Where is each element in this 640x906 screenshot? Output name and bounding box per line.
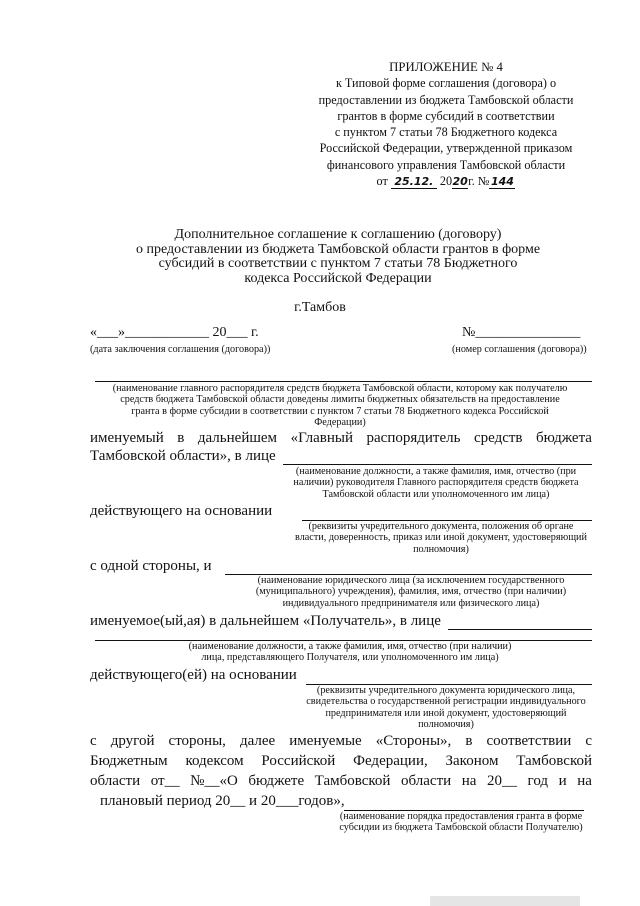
recipient-caption: [230, 575, 592, 609]
caption-line: Федерации): [314, 416, 366, 428]
named-as-line: [90, 430, 592, 447]
caption-line: полномочия): [418, 718, 474, 730]
other-side-line-1: [90, 733, 592, 750]
caption-line: свидетельства о государственной регистрации индивидуального: [306, 696, 586, 708]
word: «Главный: [290, 430, 353, 446]
order-prefix: от: [376, 174, 388, 189]
agreement-date-caption: (дата заключения соглашения (договора)): [90, 344, 271, 355]
caption-line: (наименование порядка предоставления гранта в форме: [339, 811, 583, 822]
caption-line: субсидии из бюджета Тамбовской области Получателю): [339, 822, 583, 834]
document-title: [88, 228, 588, 286]
title-line: Дополнительное соглашение к соглашению (договору): [174, 227, 502, 242]
word: области: [90, 773, 141, 789]
appendix-header: [300, 59, 592, 189]
caption-line: (реквизиты учредительного документа юридического лица,: [316, 685, 576, 696]
caption-line: гранта в форме субсидии в соответствии с пунктом 7 статьи 78 Бюджетного кодекса Российской: [131, 405, 549, 417]
agreement-number-field: №_______________: [462, 325, 581, 340]
order-number-handwritten: 144: [490, 175, 514, 189]
word: стороны,: [168, 733, 226, 749]
caption-line: предпринимателя или иной документ, удостоверяющий: [325, 707, 567, 719]
word: «Стороны»,: [375, 733, 452, 749]
word: Тамбовской: [516, 753, 592, 769]
agreement-number-caption: (номер соглашения (договора)): [452, 344, 587, 355]
caption-line: лица, представляющего Получателя, или уполномоченного им лица): [201, 652, 499, 664]
appendix-line: финансового управления Тамбовской области: [326, 157, 566, 172]
recipient-rep-blank-line-1: [448, 629, 592, 630]
caption-line: (наименование должности, а также фамилия, имя, отчество (при наличии): [188, 641, 512, 652]
title-line: субсидий в соответствии с пунктом 7 статьи 78 Бюджетного: [158, 256, 518, 272]
word: средств: [473, 430, 523, 446]
word: области: [401, 773, 452, 789]
recipient-named-label: именуемое(ый,ая) в дальнейшем «Получатель», в лице: [90, 613, 441, 629]
word: другой: [110, 733, 155, 749]
appendix-title: ПРИЛОЖЕНИЕ № 4: [389, 60, 503, 74]
appendix-line: грантов в форме субсидий в соответствии: [337, 108, 555, 123]
order-year-prefix: 20: [439, 174, 453, 189]
word: Законом: [445, 753, 499, 769]
manager-head-caption: [280, 466, 592, 500]
word: на: [461, 773, 477, 789]
word: бюджета: [536, 430, 592, 446]
one-side-label: с одной стороны, и: [90, 558, 212, 574]
word: год: [527, 773, 549, 789]
caption-line: (реквизиты учредительного документа, положения об органе: [308, 521, 574, 532]
caption-line: (наименование главного распорядителя средств бюджета Тамбовской области, которому как получателю: [112, 383, 568, 394]
caption-line: Тамбовской области или уполномоченного им лица): [322, 488, 550, 500]
word: Федерации,: [353, 753, 428, 769]
appendix-line: Российской Федерации, утвержденной приказом: [319, 141, 573, 156]
word: на: [577, 773, 592, 789]
main-manager-blank-line: [95, 381, 592, 382]
appendix-line: с пунктом 7 статьи 78 Бюджетного кодекса: [334, 125, 558, 140]
word: Российской: [261, 753, 336, 769]
appendix-line: к Типовой форме соглашения (договора) о: [335, 76, 557, 91]
order-year-handwritten: 20: [452, 175, 468, 189]
caption-line: (муниципального) учреждения), фамилия, имя, отчество (при наличии): [255, 586, 567, 598]
caption-line: власти, доверенность, приказ или иной документ, удостоверяющий: [295, 532, 587, 544]
acting-basis-label: действующего на основании: [90, 503, 273, 519]
word: и: [558, 773, 567, 789]
other-side-line-2: [90, 753, 592, 770]
caption-line: (наименование юридического лица (за исключением государственного: [257, 575, 565, 586]
word: именуемые: [289, 733, 362, 749]
word: соответствии: [486, 733, 572, 749]
recipient-rep-caption: [140, 641, 560, 664]
word: №__«О: [190, 773, 238, 789]
word: с: [90, 733, 97, 749]
acting-basis2-label: действующего(ей) на основании: [90, 667, 297, 683]
main-manager-caption: [88, 383, 592, 428]
word: 20__: [486, 773, 517, 789]
title-line: кодекса Российской Федерации: [244, 270, 432, 286]
basis-caption: [290, 521, 592, 555]
word: Тамбовской: [314, 773, 391, 789]
word: бюджете: [248, 773, 305, 789]
basis2-caption: [300, 685, 592, 730]
caption-line: (наименование должности, а также фамилия, имя, отчество (при: [295, 466, 577, 477]
caption-line: полномочия): [413, 543, 469, 555]
city: г.Тамбов: [294, 300, 346, 315]
word: именуемый: [90, 430, 164, 446]
caption-line: средств бюджета Тамбовской области доведены лимиты бюджетных обязательств на предоставление: [120, 394, 560, 406]
word: дальнейшем: [197, 430, 278, 446]
order-reference: [300, 173, 592, 189]
named-as-line-2: Тамбовской области», в лице: [90, 448, 276, 464]
word: распорядитель: [366, 430, 461, 446]
title-line: о предоставлении из бюджета Тамбовской области грантов в форме: [135, 241, 541, 257]
word: Бюджетным: [90, 753, 168, 769]
other-side-line-3: [90, 773, 592, 790]
word: в: [177, 430, 185, 446]
appendix-line: предоставлении из бюджета Тамбовской области: [318, 92, 574, 107]
word: кодексом: [185, 753, 244, 769]
caption-line: индивидуального предпринимателя или физического лица): [282, 597, 540, 609]
agreement-date-field: «___»____________ 20___ г.: [90, 325, 259, 340]
other-side-line-4: плановый период 20__ и 20___годов»,: [100, 793, 345, 809]
grant-caption: [330, 811, 592, 834]
caption-line: наличии) руководителя Главного распорядителя средств бюджета: [293, 477, 579, 489]
manager-head-blank-line: [283, 464, 592, 465]
word: далее: [239, 733, 276, 749]
order-date-handwritten: 25.12.: [391, 176, 437, 189]
word: от__: [150, 773, 180, 789]
word: в: [465, 733, 473, 749]
word: с: [585, 733, 592, 749]
order-year-suffix: г. №: [468, 174, 490, 189]
